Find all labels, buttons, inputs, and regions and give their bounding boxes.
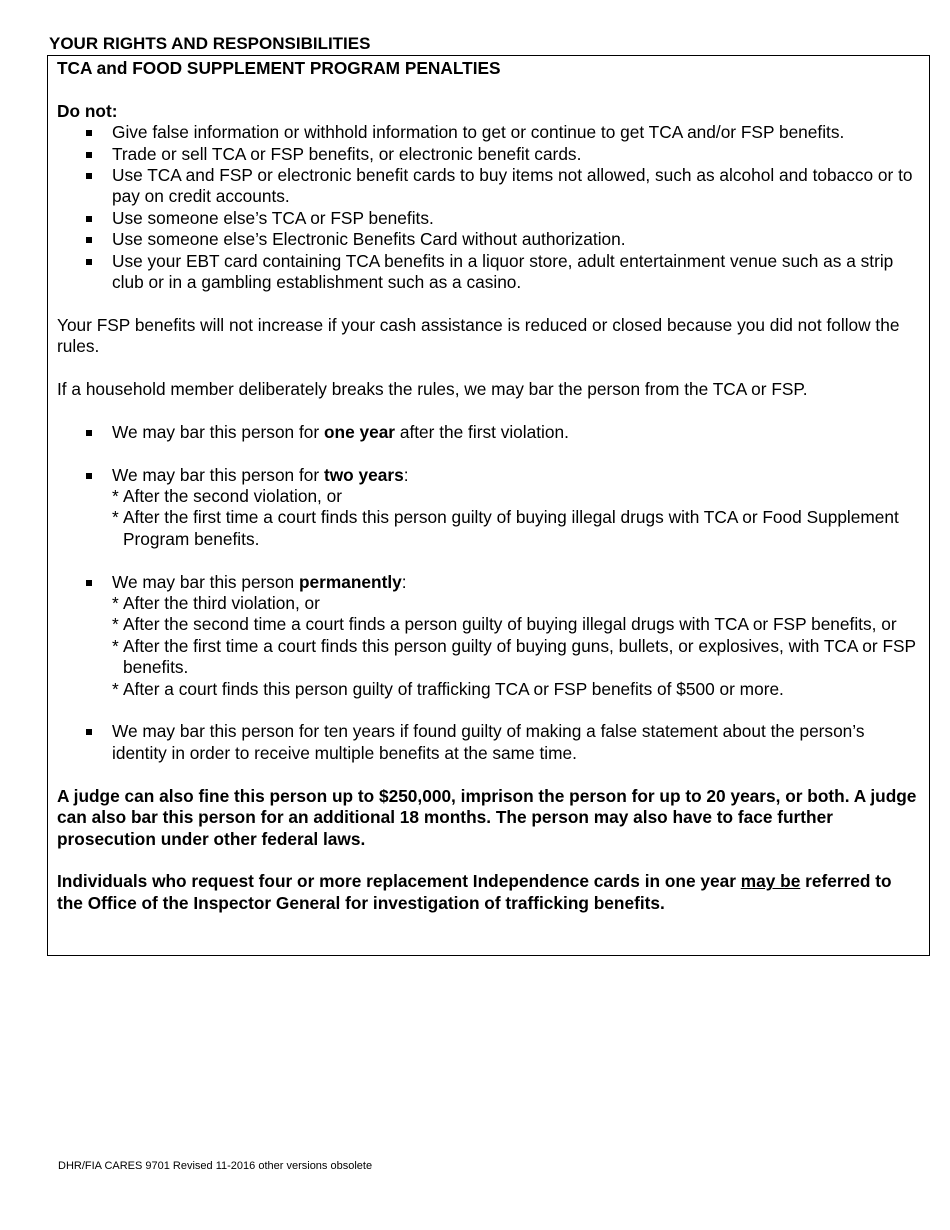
bar-two-years-item: We may bar this person for two years: * After the second violation, or * After the first time a court finds this person guilty of buying illegal drugs with TCA or Food Supplement Program benefits. (57, 465, 917, 551)
list-item: Trade or sell TCA or FSP benefits, or electronic benefit cards. (57, 144, 917, 165)
penalty-list (57, 422, 917, 443)
sub-item: * After the second violation, or (112, 486, 917, 507)
sub-item: * After the third violation, or (112, 593, 917, 614)
sub-item: * After the second time a court finds a person guilty of buying illegal drugs with TCA or FSP benefits, or (112, 614, 917, 635)
list-item: Use someone else’s TCA or FSP benefits. (57, 208, 917, 229)
replacement-cards-paragraph: Individuals who request four or more replacement Independence cards in one year may be referred to the Office of the Inspector General for investigation of trafficking benefits. (57, 871, 892, 913)
bar-one-year-item: We may bar this person for one year after the first violation. (57, 422, 917, 443)
list-item: Give false information or withhold information to get or continue to get TCA and/or FSP benefits. (57, 122, 917, 143)
penalties-box (47, 55, 930, 956)
sub-item: * After a court finds this person guilty of trafficking TCA or FSP benefits of $500 or more. (112, 679, 917, 700)
bar-permanent-item: We may bar this person permanently: * After the third violation, or * After the second time a court finds a person guilty of buying illegal drugs with TCA or FSP benefits, or * After the first time a court finds this person guilty of buying guns, bullets, or explosives, with TCA or FSP benefits. * After a court finds this person guilty of trafficking TCA or FSP benefits of $500 or more. (57, 572, 917, 700)
do-not-label: Do not: (57, 100, 118, 121)
form-footer: DHR/FIA CARES 9701 Revised 11-2016 other versions obsolete (58, 1160, 373, 1172)
section-title: TCA and FOOD SUPPLEMENT PROGRAM PENALTIES (57, 58, 501, 78)
judge-paragraph: A judge can also fine this person up to $250,000, imprison the person for up to 20 years, or both. A judge can also bar this person for an additional 18 months. The person may also have to face further prosecution under other federal laws. (57, 785, 917, 849)
sub-item: * After the first time a court finds this person guilty of buying illegal drugs with TCA or Food Supplement Program benefits. (112, 507, 917, 550)
fsp-benefits-paragraph: Your FSP benefits will not increase if your cash assistance is reduced or closed because you did not follow the rules. (57, 314, 900, 357)
page-title: YOUR RIGHTS AND RESPONSIBILITIES (49, 34, 371, 53)
sub-item: * After the first time a court finds this person guilty of buying guns, bullets, or explosives, with TCA or FSP benefits. (112, 636, 917, 679)
bar-ten-years-item: We may bar this person for ten years if found guilty of making a false statement about the person’s identity in order to receive multiple benefits at the same time. (57, 721, 917, 764)
list-item: Use your EBT card containing TCA benefits in a liquor store, adult entertainment venue such as a strip club or in a gambling establishment such as a casino. (57, 251, 917, 294)
list-item: Use TCA and FSP or electronic benefit cards to buy items not allowed, such as alcohol and tobacco or to pay on credit accounts. (57, 165, 917, 208)
list-item: Use someone else’s Electronic Benefits Card without authorization. (57, 229, 917, 250)
household-paragraph: If a household member deliberately breaks the rules, we may bar the person from the TCA or FSP. (57, 379, 808, 400)
do-not-list (57, 122, 917, 293)
penalties-content (48, 56, 929, 914)
